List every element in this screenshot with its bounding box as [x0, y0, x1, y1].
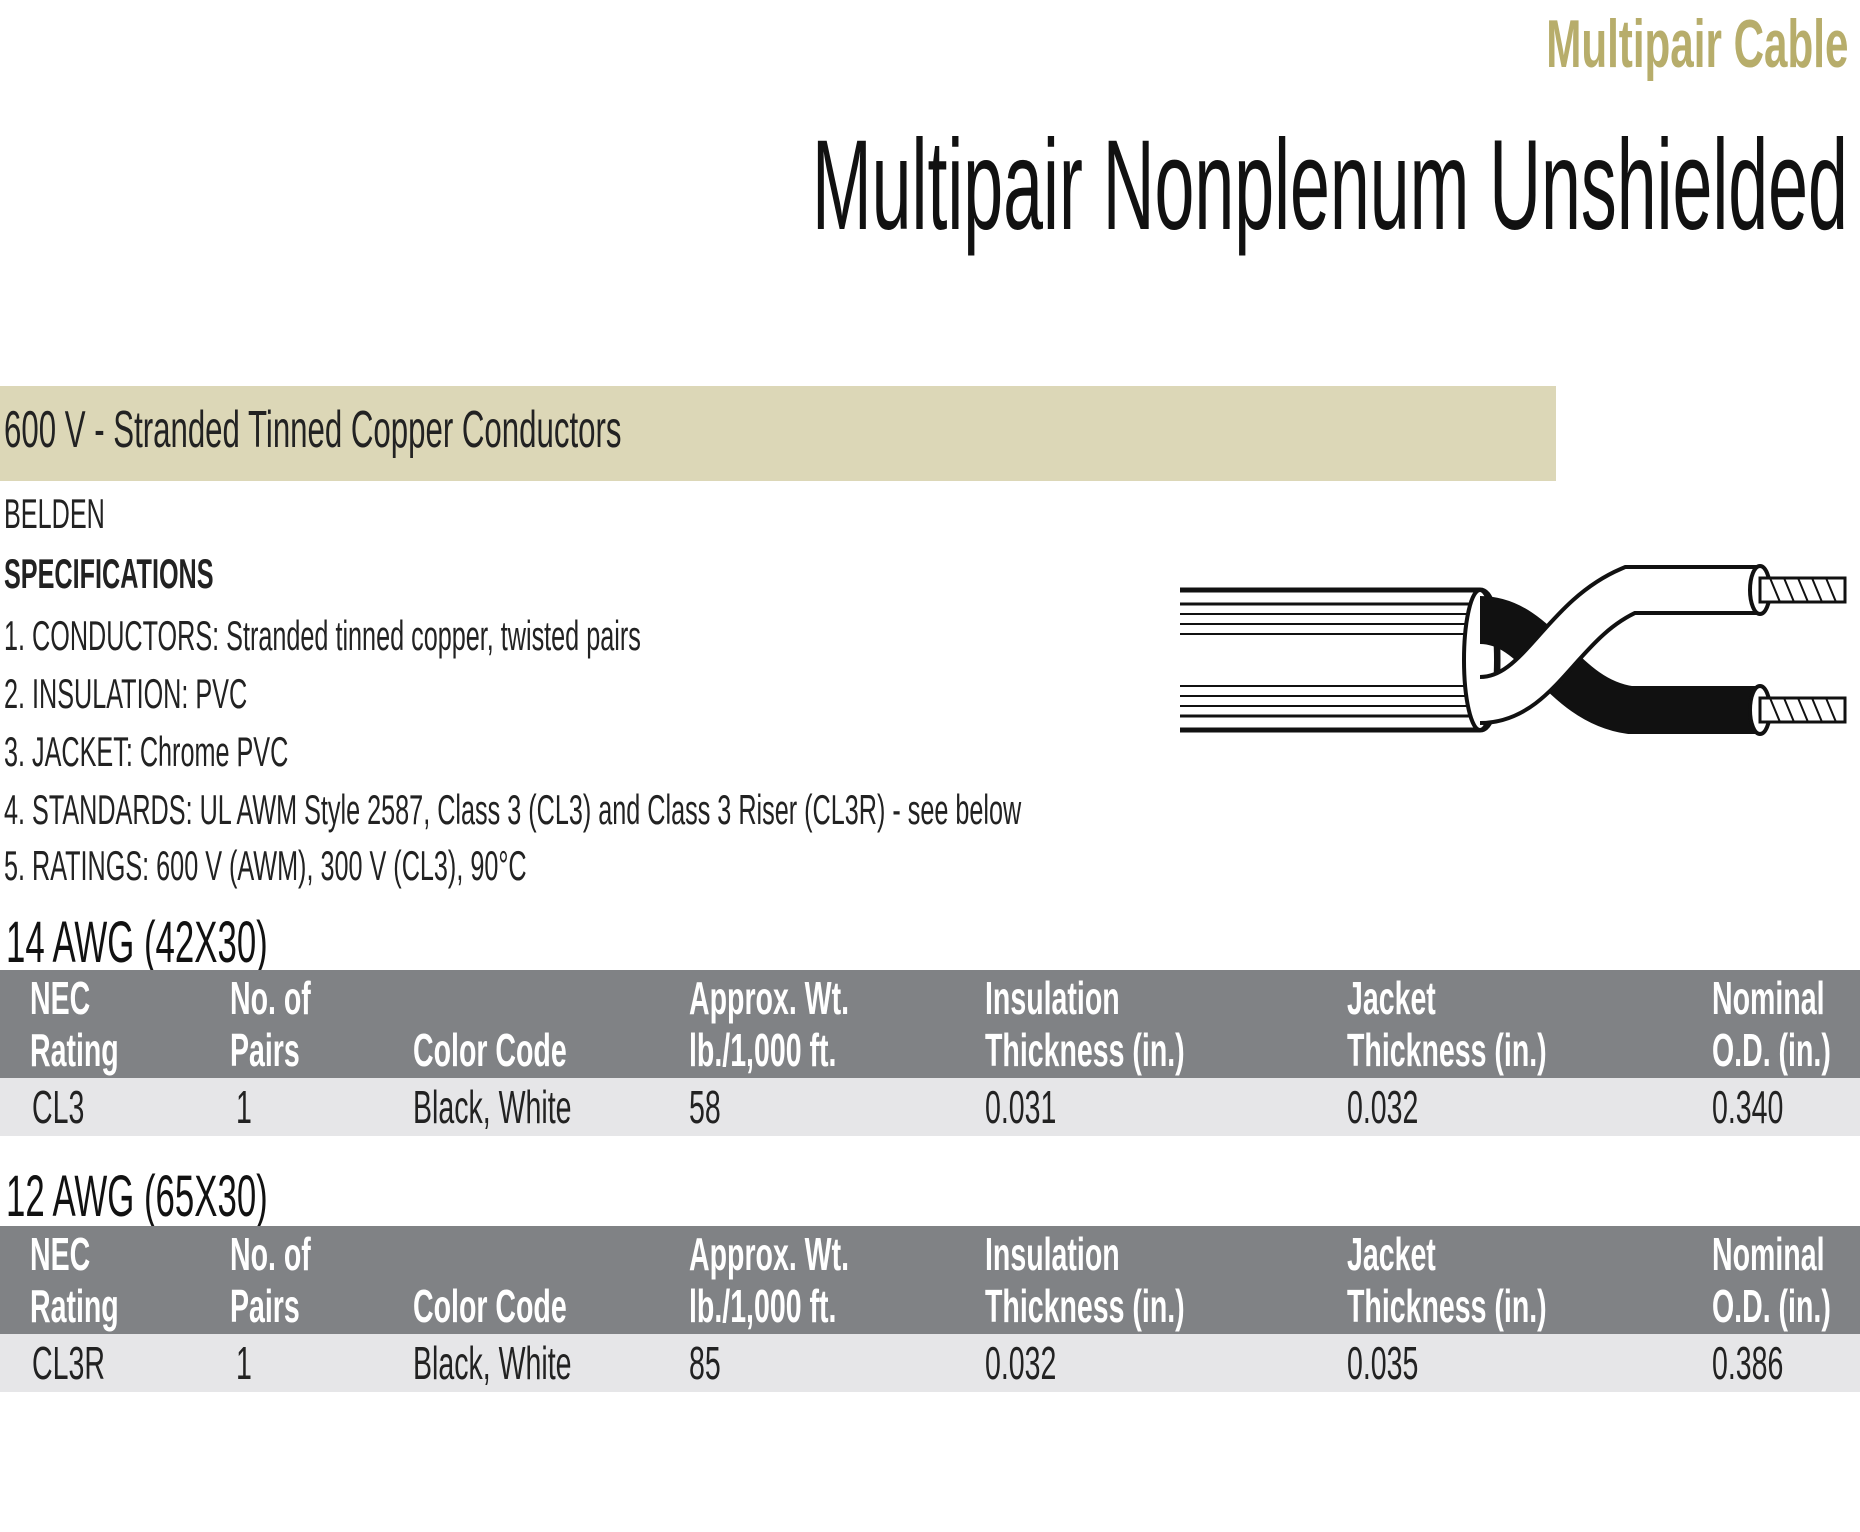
column-header-color-code: Color Code — [413, 1280, 567, 1332]
cell-weight: 85 — [689, 1337, 721, 1389]
specifications-heading — [4, 548, 353, 600]
spec-item — [4, 840, 875, 892]
table-row — [0, 1334, 1860, 1392]
spec-item-text: 1. CONDUCTORS: Stranded tinned copper, twisted pairs — [4, 612, 641, 659]
spec-table — [0, 970, 1860, 1136]
column-header-pairs: No. of Pairs — [230, 972, 311, 1076]
spec-item-text: 4. STANDARDS: UL AWM Style 2587, Class 3 (CL3) and Class 3 Riser (CL3R) - see below — [4, 786, 1022, 833]
table-header-row — [0, 1226, 1860, 1334]
spec-item — [4, 610, 1065, 662]
column-header-nec-rating: NEC Rating — [30, 1228, 119, 1332]
product-band — [0, 386, 1556, 481]
column-header-od: Nominal O.D. (in.) — [1712, 1228, 1831, 1332]
table-header-row — [0, 970, 1860, 1078]
category-label-text: Multipair Cable — [1545, 6, 1848, 82]
cable-jacket — [1180, 590, 1498, 730]
cell-color-code: Black, White — [413, 1081, 572, 1133]
spec-item — [4, 668, 409, 720]
cell-color-code: Black, White — [413, 1337, 572, 1389]
section-heading — [6, 910, 442, 976]
cable-illustration — [1180, 560, 1860, 760]
column-header-pairs: No. of Pairs — [230, 1228, 311, 1332]
page-title-text: Multipair Nonplenum Unshielded — [812, 114, 1848, 257]
column-header-weight: Approx. Wt. lb./1,000 ft. — [689, 972, 850, 1076]
section-heading — [6, 1164, 442, 1230]
cell-weight: 58 — [689, 1081, 721, 1133]
section-heading-text: 14 AWG (42X30) — [6, 910, 268, 975]
cell-od: 0.386 — [1712, 1337, 1784, 1389]
column-header-od: Nominal O.D. (in.) — [1712, 972, 1831, 1076]
column-header-nec-rating: NEC Rating — [30, 972, 119, 1076]
cell-insulation: 0.031 — [985, 1081, 1057, 1133]
product-band-label — [4, 398, 1033, 462]
spec-item — [4, 726, 478, 778]
column-header-color-code: Color Code — [413, 1024, 567, 1076]
cell-insulation: 0.032 — [985, 1337, 1057, 1389]
column-header-jacket: Jacket Thickness (in.) — [1347, 1228, 1547, 1332]
manufacturer-label — [4, 488, 172, 540]
cell-pairs: 1 — [236, 1337, 252, 1389]
specifications-heading-text: SPECIFICATIONS — [4, 550, 214, 597]
spec-item-text: 3. JACKET: Chrome PVC — [4, 728, 289, 775]
spec-item-text: 2. INSULATION: PVC — [4, 670, 248, 717]
table-row — [0, 1078, 1860, 1136]
cell-jacket: 0.032 — [1347, 1081, 1419, 1133]
cell-od: 0.340 — [1712, 1081, 1784, 1133]
cell-pairs: 1 — [236, 1081, 252, 1133]
column-header-insulation: Insulation Thickness (in.) — [985, 1228, 1185, 1332]
spec-table — [0, 1226, 1860, 1392]
category-label — [1361, 4, 1848, 84]
product-band-text: 600 V - Stranded Tinned Copper Conductors — [4, 401, 622, 459]
section-heading-text: 12 AWG (65X30) — [6, 1164, 268, 1229]
spec-item-text: 5. RATINGS: 600 V (AWM), 300 V (CL3), 90°C — [4, 842, 527, 889]
spec-item — [4, 784, 1699, 836]
column-header-jacket: Jacket Thickness (in.) — [1347, 972, 1547, 1076]
cell-jacket: 0.035 — [1347, 1337, 1419, 1389]
column-header-weight: Approx. Wt. lb./1,000 ft. — [689, 1228, 850, 1332]
column-header-insulation: Insulation Thickness (in.) — [985, 972, 1185, 1076]
manufacturer-text: BELDEN — [4, 490, 105, 537]
cell-nec-rating: CL3 — [32, 1081, 85, 1133]
cell-nec-rating: CL3R — [32, 1337, 105, 1389]
page-title — [0, 116, 1848, 256]
